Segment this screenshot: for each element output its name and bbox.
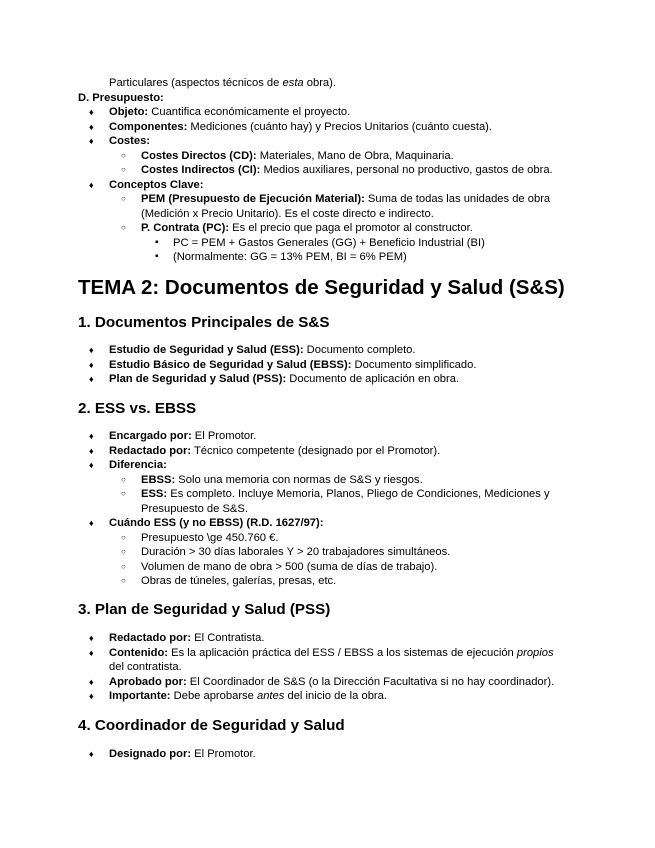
section-4-heading: 4. Coordinador de Seguridad y Salud: [78, 717, 345, 734]
list-item-pc-note: ▪ (Normalmente: GG = 13% PEM, BI = 6% PEM): [173, 250, 407, 264]
list-item-componentes: ♦ Componentes: Mediciones (cuánto hay) y Precios Unitarios (cuánto cuesta).: [109, 120, 492, 134]
list-item-costes-indirectos: ○ Costes Indirectos (CI): Medios auxiliares, personal no productivo, gastos de obra.: [141, 163, 553, 177]
list-item-costes: ♦ Costes:: [109, 134, 150, 148]
section-2-heading: 2. ESS vs. EBSS: [78, 400, 197, 417]
list-item-ess: ♦ Estudio de Seguridad y Salud (ESS): Documento completo.: [109, 343, 416, 357]
contenido-continuation: del contratista.: [109, 661, 182, 673]
section-1-heading: 1. Documentos Principales de S&S: [78, 314, 330, 331]
list-item-redactado: ♦ Redactado por: Técnico competente (designado por el Promotor).: [109, 444, 440, 458]
ess-continuation: Presupuesto de S&S.: [141, 503, 248, 515]
list-item-importante: ♦ Importante: Debe aprobarse antes del inicio de la obra.: [109, 689, 387, 703]
list-item-contenido: ♦ Contenido: Es la aplicación práctica del ESS / EBSS a los sistemas de ejecución propios: [109, 646, 554, 660]
list-item-conceptos: ♦ Conceptos Clave:: [109, 178, 204, 192]
list-item-cuando-2: ○ Duración > 30 días laborales Y > 20 trabajadores simultáneos.: [141, 545, 450, 559]
list-item-ess-diff: ○ ESS: Es completo. Incluye Memoria, Planos, Pliego de Condiciones, Mediciones y: [141, 487, 550, 501]
list-item-objeto: ♦ Objeto: Cuantifica económicamente el proyecto.: [109, 105, 350, 119]
list-item-pem: ○ PEM (Presupuesto de Ejecución Material): Suma de todas las unidades de obra: [141, 192, 550, 206]
list-item-designado: ♦ Designado por: El Promotor.: [109, 747, 256, 761]
list-item-cuando: ♦ Cuándo ESS (y no EBSS) (R.D. 1627/97):: [109, 516, 323, 530]
section-3-heading: 3. Plan de Seguridad y Salud (PSS): [78, 601, 331, 618]
list-item-pc-formula: ▪ PC = PEM + Gastos Generales (GG) + Beneficio Industrial (BI): [173, 236, 485, 250]
list-item-ebss-diff: ○ EBSS: Solo una memoria con normas de S&S y riesgos.: [141, 473, 423, 487]
list-item-diferencia: ♦ Diferencia:: [109, 458, 167, 472]
list-item-cuando-1: ○ Presupuesto \ge 450.760 €.: [141, 531, 278, 545]
list-item-costes-directos: ○ Costes Directos (CD): Materiales, Mano de Obra, Maquinaria.: [141, 149, 454, 163]
list-item-pc: ○ P. Contrata (PC): Es el precio que paga el promotor al constructor.: [141, 221, 473, 235]
continuation-line: Particulares (aspectos técnicos de esta obra).: [109, 77, 336, 89]
list-item-aprobado: ♦ Aprobado por: El Coordinador de S&S (o la Dirección Facultativa si no hay coordinador).: [109, 675, 554, 689]
list-item-pss-redactado: ♦ Redactado por: El Contratista.: [109, 631, 264, 645]
section-d-heading: D. Presupuesto:: [78, 92, 164, 104]
list-item-ebss: ♦ Estudio Básico de Seguridad y Salud (EBSS): Documento simplificado.: [109, 358, 476, 372]
pem-continuation: (Medición x Precio Unitario). Es el coste directo e indirecto.: [141, 208, 434, 220]
list-item-cuando-3: ○ Volumen de mano de obra > 500 (suma de días de trabajo).: [141, 560, 437, 574]
list-item-encargado: ♦ Encargado por: El Promotor.: [109, 429, 256, 443]
tema2-title: TEMA 2: Documentos de Seguridad y Salud (S&S): [78, 276, 565, 299]
list-item-pss: ♦ Plan de Seguridad y Salud (PSS): Documento de aplicación en obra.: [109, 372, 459, 386]
list-item-cuando-4: ○ Obras de túneles, galerías, presas, etc.: [141, 574, 336, 588]
